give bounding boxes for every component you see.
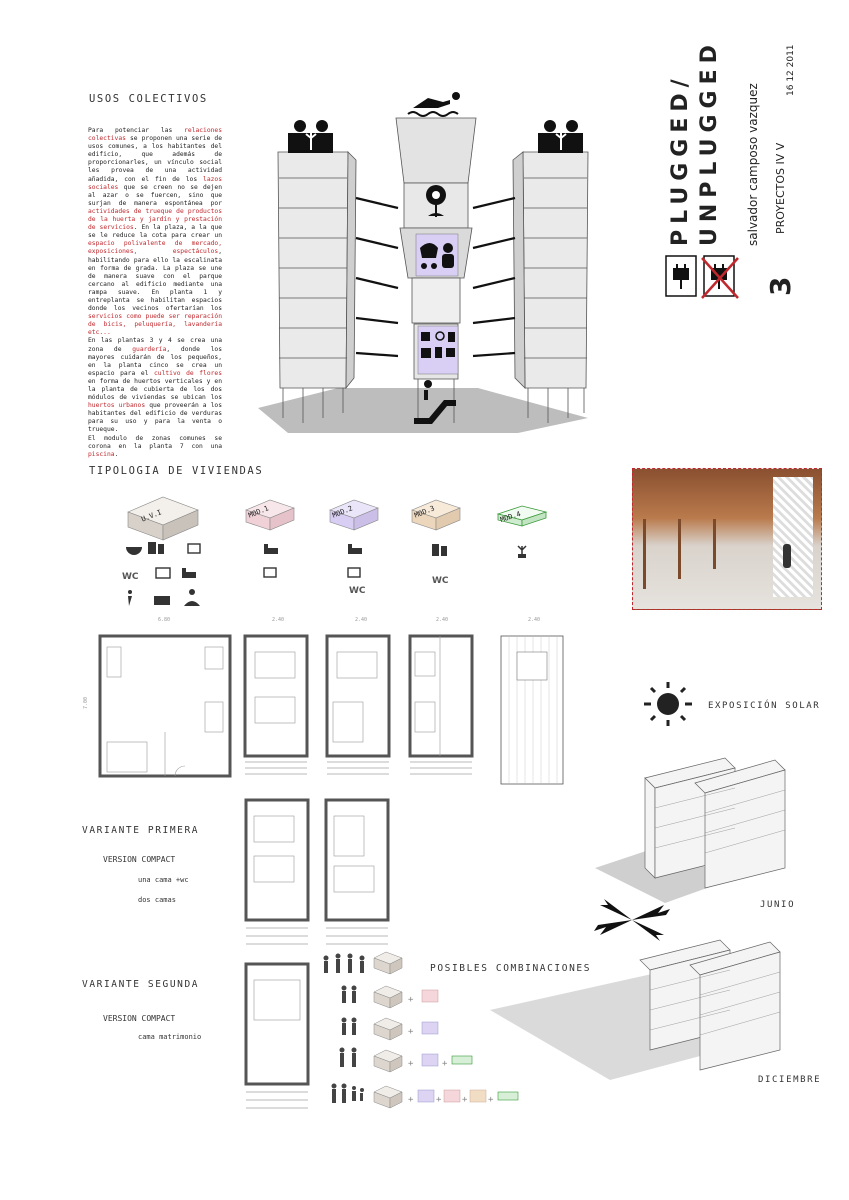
plan-mod1 bbox=[245, 636, 307, 756]
variante-primera-line1: una cama +wc bbox=[138, 876, 189, 884]
course-name: PROYECTOS IV V bbox=[774, 142, 787, 234]
variante-primera-heading: VARIANTE PRIMERA bbox=[82, 825, 200, 836]
posibles-combinaciones-heading: POSIBLES COMBINACIONES bbox=[430, 963, 592, 974]
sheet-number: 3 bbox=[764, 276, 797, 296]
garden-icon-left bbox=[288, 120, 333, 153]
title-line2: UNPLUGGED bbox=[697, 39, 722, 246]
usos-colectivos-heading: USOS COLECTIVOS bbox=[89, 93, 208, 105]
variante-primera-plans bbox=[240, 796, 390, 956]
ground-shadow bbox=[258, 388, 588, 433]
building-perspective bbox=[228, 88, 600, 443]
garden-icon-right bbox=[538, 120, 583, 153]
svg-text:+: + bbox=[442, 1059, 448, 1069]
svg-text:+: + bbox=[408, 995, 414, 1005]
variante-segunda-line1: cama matrimonio bbox=[138, 1033, 202, 1041]
svg-text:+: + bbox=[488, 1095, 494, 1105]
dim-uvi-width: 6.80 bbox=[158, 617, 171, 623]
right-tower bbox=[513, 152, 588, 423]
floor-plans bbox=[95, 622, 565, 787]
variante-segunda-version: VERSION COMPACT bbox=[103, 1014, 176, 1023]
dim-mod2-width: 2.40 bbox=[355, 617, 368, 623]
title-line1: PLUGGED/ bbox=[668, 73, 693, 246]
svg-text:+: + bbox=[408, 1027, 414, 1037]
sun-icon bbox=[640, 680, 696, 730]
pool-icon bbox=[408, 92, 460, 116]
svg-text:+: + bbox=[408, 1095, 414, 1105]
tv-icon bbox=[156, 568, 170, 578]
plan-mod3 bbox=[410, 636, 472, 756]
dim-mod4-width: 2.40 bbox=[528, 617, 541, 623]
dim-mod3-width: 2.40 bbox=[436, 617, 449, 623]
label-mod4: MOD.4 bbox=[499, 509, 522, 525]
svg-text:+: + bbox=[408, 1059, 414, 1069]
solar-december-model bbox=[490, 930, 820, 1080]
people-icons bbox=[324, 954, 365, 1104]
mod2-icons bbox=[348, 544, 362, 577]
dim-uvi-height: 7.00 bbox=[83, 696, 90, 710]
bowl-icon bbox=[126, 547, 142, 555]
wc-label-mod2: WC bbox=[349, 586, 366, 596]
dim-mod1-width: 2.40 bbox=[272, 617, 285, 623]
solar-june-model bbox=[575, 738, 815, 908]
svg-text:+: + bbox=[436, 1095, 442, 1105]
label-mod3: MOD.3 bbox=[413, 504, 436, 520]
mod3-icons bbox=[432, 544, 447, 556]
wc-label-mod3: WC bbox=[432, 576, 449, 586]
plan-mod2 bbox=[327, 636, 389, 756]
site-photo bbox=[632, 468, 822, 610]
label-uvi: U.V.I bbox=[140, 508, 163, 524]
left-tower bbox=[278, 152, 356, 423]
mod4-icons bbox=[518, 546, 526, 558]
variante-segunda-heading: VARIANTE SEGUNDA bbox=[82, 979, 200, 990]
module-uvi bbox=[128, 497, 198, 540]
tipologia-heading: TIPOLOGIA DE VIVIENDAS bbox=[89, 465, 264, 477]
plug-icons bbox=[664, 254, 754, 304]
diciembre-label: DICIEMBRE bbox=[758, 1075, 822, 1085]
variante-primera-line2: dos camas bbox=[138, 896, 176, 904]
date: 16 12 2011 bbox=[786, 44, 796, 96]
usos-colectivos-text: Para potenciar las relaciones colectivas se proponen una serie de usos comunes, a los habitantes del edificio, que además de proporcionarles, un vínculo social les provea de una actividad añadida, con el fin de los lazos sociales que se creen no se dejen al azar o se fuercen, sino que surjan de manera espontánea por actividades de trueque de productos de la huerta y jardín y prestación de servicios. En la plaza, a la que se le reduce la cota para crear un espacio polivalente de mercado, exposiciones, espectáculos, habilitando para ello la escalinata en forma de grada. La plaza se une de manera suave con el parque cercano al edificio mediante una rampa suave. En planta 1 y entreplanta se habilitan espacios donde los vecinos ofertarían los servicios como puede ser reparación de bicis, peluquería, lavandería etc... En las plantas 3 y 4 se crea una zona de guardería, donde los mayores cuidarán de los pequeños, en la planta cinco se crea un espacio para el cultivo de flores en forma de huertos verticales y en la planta de cubierta de los dos módulos de viviendas se ubican los huertos urbanos que proveerán a los habitantes del edificio de verduras para su uso y para la venta o trueque. El modulo de zonas comunes se corona en la planta 7 con una piscina. bbox=[88, 127, 223, 458]
label-mod2: MOD.2 bbox=[331, 504, 354, 520]
wc-label-uvi: WC bbox=[122, 572, 139, 582]
variante-primera-version: VERSION COMPACT bbox=[103, 855, 176, 864]
label-mod1: MOD.1 bbox=[247, 504, 270, 520]
mod1-icons bbox=[264, 544, 278, 577]
junio-label: JUNIO bbox=[760, 900, 796, 910]
baby-icon bbox=[442, 243, 454, 268]
author-name: salvador camposo vazquez bbox=[746, 83, 760, 246]
svg-text:+: + bbox=[462, 1095, 468, 1105]
exposicion-solar-heading: EXPOSICIÓN SOLAR bbox=[708, 701, 821, 711]
variante-segunda-plan bbox=[240, 960, 310, 1120]
